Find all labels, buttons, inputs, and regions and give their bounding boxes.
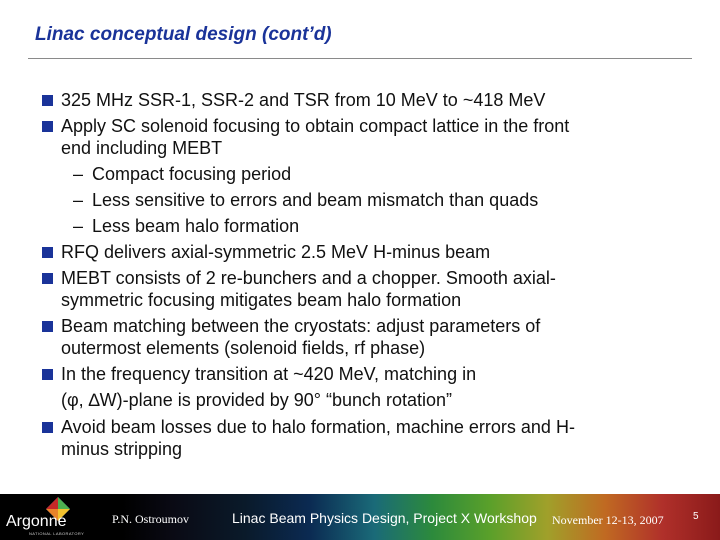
sub-bullet-dash: – xyxy=(73,190,84,210)
title-divider xyxy=(28,58,692,59)
footer-date: November 12-13, 2007 xyxy=(552,513,664,527)
bullet-text-continued: minus stripping xyxy=(61,439,183,459)
page-number: 5 xyxy=(693,511,699,522)
sub-bullet-text: Compact focusing period xyxy=(92,164,292,184)
bullet-text-continued: symmetric focusing mitigates beam halo formation xyxy=(61,290,462,310)
bullet-icon xyxy=(42,321,53,332)
bullet-text: Apply SC solenoid focusing to obtain compact lattice in the front xyxy=(61,116,570,136)
bullet-icon xyxy=(42,247,53,258)
footer-author: P.N. Ostroumov xyxy=(112,512,190,526)
bullet-text-continued: end including MEBT xyxy=(61,138,223,158)
bullet-icon xyxy=(42,95,53,106)
logo-subtitle: NATIONAL LABORATORY xyxy=(29,531,85,536)
bullet-icon xyxy=(42,422,53,433)
bullet-icon xyxy=(42,121,53,132)
slide-title: Linac conceptual design (cont’d) xyxy=(35,24,332,45)
bullet-text: In the frequency transition at ~420 MeV, matching in xyxy=(61,364,477,384)
bullet-text-continued: (φ, ∆W)-plane is provided by 90° “bunch rotation” xyxy=(61,390,453,410)
sub-bullet-text: Less sensitive to errors and beam mismatch than quads xyxy=(92,190,539,210)
bullet-text: Avoid beam losses due to halo formation, machine errors and H- xyxy=(61,417,575,437)
sub-bullet-text: Less beam halo formation xyxy=(92,216,300,236)
bullet-icon xyxy=(42,273,53,284)
bullet-text: RFQ delivers axial-symmetric 2.5 MeV H-minus beam xyxy=(61,242,491,262)
logo-wordmark: Argonne xyxy=(6,513,67,530)
bullet-text: Beam matching between the cryostats: adjust parameters of xyxy=(61,316,541,336)
sub-bullet-dash: – xyxy=(73,164,84,184)
bullet-text: 325 MHz SSR-1, SSR-2 and TSR from 10 MeV to ~418 MeV xyxy=(61,90,546,110)
bullet-text-continued: outermost elements (solenoid fields, rf phase) xyxy=(61,338,426,358)
sub-bullet-dash: – xyxy=(73,216,84,236)
bullet-text: MEBT consists of 2 re-bunchers and a chopper. Smooth axial- xyxy=(61,268,556,288)
footer-presentation-title: Linac Beam Physics Design, Project X Workshop xyxy=(232,510,537,526)
bullet-icon xyxy=(42,369,53,380)
footer-bar xyxy=(0,494,720,540)
